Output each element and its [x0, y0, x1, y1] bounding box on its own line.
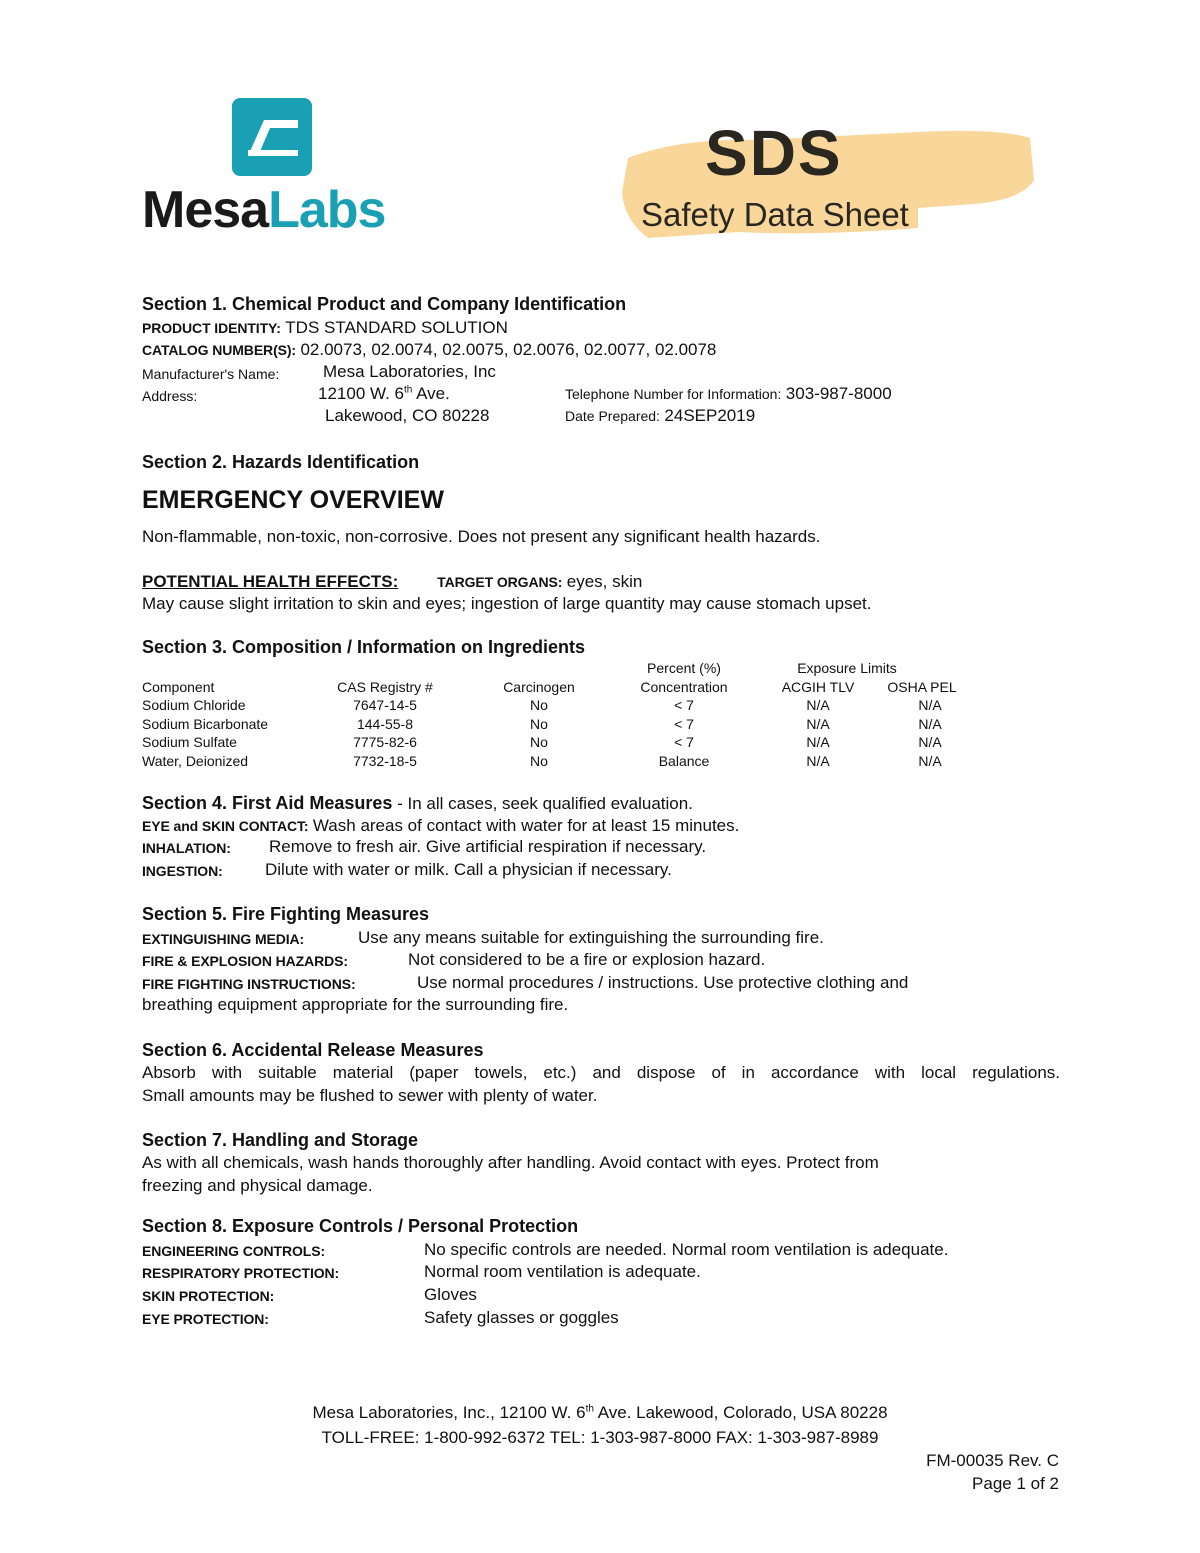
cell-cas: 144-55-8: [356, 715, 414, 732]
eye-skin-value: Wash areas of contact with water for at least 15 minutes.: [312, 816, 740, 835]
cell-concentration: < 7: [674, 697, 694, 713]
cell-carcinogen: No: [530, 697, 548, 713]
footer-address-suffix: Ave. Lakewood, Colorado, USA 80228: [593, 1403, 888, 1422]
product-identity-row: [142, 318, 508, 338]
cell-carcinogen: No: [530, 734, 548, 750]
eye-protection-value: Safety glasses or goggles: [424, 1308, 619, 1327]
firefighting-instructions-label: FIRE FIGHTING INSTRUCTIONS:: [142, 976, 356, 992]
address-line1-text: 12100 W. 6: [318, 384, 405, 403]
cell-carcinogen: No: [530, 715, 548, 732]
catalog-value: 02.0073, 02.0074, 02.0075, 02.0076, 02.0077, 02.0078: [300, 340, 717, 359]
phone-value: 303-987-8000: [785, 384, 892, 403]
catalog-label: CATALOG NUMBER(S):: [142, 342, 296, 358]
cell-component: Sodium Sulfate: [142, 734, 237, 750]
date-label: Date Prepared:: [565, 408, 660, 424]
sds-title: SDS: [705, 117, 843, 189]
inhalation-value: Remove to fresh air. Give artificial respiration if necessary.: [269, 837, 707, 856]
ingestion-value: Dilute with water or milk. Call a physician if necessary.: [265, 860, 672, 879]
eye-skin-row: [142, 816, 739, 836]
footer-address-text: Mesa Laboratories, Inc., 12100 W. 6: [312, 1403, 586, 1422]
ingestion-label: INGESTION:: [142, 863, 223, 879]
cell-osha: N/A: [918, 697, 942, 713]
section6-line1: Absorb with suitable material (paper towels, etc.) and dispose of in accordance with local regulations.: [142, 1063, 1060, 1082]
exposure-group-header: Exposure Limits: [797, 660, 897, 676]
col-header-component: Component: [142, 679, 215, 695]
cell-osha: N/A: [918, 752, 942, 769]
section3-heading: Section 3. Composition / Information on Ingredients: [142, 637, 586, 657]
section7-line2: freezing and physical damage.: [142, 1176, 373, 1195]
section2-heading: Section 2. Hazards Identification: [142, 452, 420, 472]
cell-concentration: < 7: [674, 734, 694, 750]
fire-hazards-value: Not considered to be a fire or explosion hazard.: [408, 950, 766, 969]
firefighting-instructions-value: Use normal procedures / instructions. Use protective clothing and: [417, 973, 909, 992]
emergency-overview-text: Non-flammable, non-toxic, non-corrosive. Does not present any significant health hazards.: [142, 527, 821, 546]
section1-heading: Section 1. Chemical Product and Company Identification: [142, 294, 627, 314]
skin-protection-value: Gloves: [424, 1285, 477, 1304]
footer-contact: TOLL-FREE: 1-800-992-6372 TEL: 1-303-987-8000 FAX: 1-303-987-8989: [321, 1428, 879, 1447]
logo-mesa: Mesa: [142, 181, 269, 239]
firefighting-instructions-cont: breathing equipment appropriate for the surrounding fire.: [142, 995, 569, 1014]
emergency-overview-heading: EMERGENCY OVERVIEW: [142, 486, 444, 514]
section6-line2: Small amounts may be flushed to sewer with plenty of water.: [142, 1086, 598, 1105]
product-identity-label: PRODUCT IDENTITY:: [142, 320, 281, 336]
address-ordinal: th: [404, 384, 413, 396]
product-identity-value: TDS STANDARD SOLUTION: [285, 318, 508, 337]
manufacturer-value: Mesa Laboratories, Inc: [323, 362, 496, 381]
cell-acgih: N/A: [806, 734, 830, 750]
cell-acgih: N/A: [806, 752, 830, 769]
form-number: FM-00035 Rev. C: [926, 1451, 1059, 1470]
cell-component: Sodium Bicarbonate: [142, 715, 269, 732]
phone-label: Telephone Number for Information:: [565, 386, 782, 402]
respiratory-protection-value: Normal room ventilation is adequate.: [424, 1262, 701, 1281]
footer-address-ordinal: th: [585, 1403, 594, 1415]
engineering-controls-label: ENGINEERING CONTROLS:: [142, 1243, 326, 1259]
mesalabs-logo-text: [142, 180, 385, 240]
address-line1: [318, 384, 450, 404]
cell-cas: 7647-14-5: [353, 697, 417, 713]
extinguishing-media-value: Use any means suitable for extinguishing the surrounding fire.: [358, 928, 824, 947]
cell-acgih: N/A: [806, 715, 830, 732]
section7-line1: As with all chemicals, wash hands thoroughly after handling. Avoid contact with eyes. Protect from: [142, 1153, 879, 1172]
eye-protection-label: EYE PROTECTION:: [142, 1311, 269, 1327]
sds-subtitle: Safety Data Sheet: [641, 196, 909, 233]
fire-hazards-label: FIRE & EXPLOSION HAZARDS:: [142, 953, 348, 969]
footer-address: [0, 1403, 1200, 1423]
address-line2: Lakewood, CO 80228: [325, 406, 490, 425]
cell-osha: N/A: [918, 734, 942, 750]
date-row: [565, 406, 755, 426]
cell-component: Water, Deionized: [142, 752, 249, 769]
section5-heading: Section 5. Fire Fighting Measures: [142, 904, 430, 924]
extinguishing-media-label: EXTINGUISHING MEDIA:: [142, 931, 305, 947]
cell-component: Sodium Chloride: [142, 697, 246, 713]
section4-heading-note: - In all cases, seek qualified evaluation.: [392, 794, 693, 813]
cell-acgih: N/A: [806, 697, 830, 713]
health-effects-label: POTENTIAL HEALTH EFFECTS:: [142, 572, 399, 591]
health-effects-row: [142, 572, 642, 592]
respiratory-protection-label: RESPIRATORY PROTECTION:: [142, 1265, 340, 1281]
date-value: 24SEP2019: [664, 406, 756, 425]
phone-row: [565, 384, 892, 404]
engineering-controls-value: No specific controls are needed. Normal room ventilation is adequate.: [424, 1240, 949, 1259]
page-number: Page 1 of 2: [972, 1474, 1059, 1493]
address-label: Address:: [142, 388, 198, 404]
col-header-acgih: ACGIH TLV: [781, 679, 855, 695]
section6-heading: Section 6. Accidental Release Measures: [142, 1040, 484, 1060]
target-organs-value: eyes, skin: [566, 572, 643, 591]
mesalabs-logo-icon: [232, 98, 312, 176]
manufacturer-label: Manufacturer's Name:: [142, 366, 280, 382]
eye-skin-label: EYE and SKIN CONTACT:: [142, 818, 309, 834]
cell-osha: N/A: [918, 715, 942, 732]
cell-concentration: < 7: [674, 715, 694, 732]
target-organs-label: TARGET ORGANS:: [437, 574, 563, 590]
logo-labs: Labs: [268, 181, 386, 239]
section4-heading: Section 4. First Aid Measures: [142, 793, 393, 813]
percent-group-header: Percent (%): [647, 660, 721, 676]
skin-protection-label: SKIN PROTECTION:: [142, 1288, 275, 1304]
section8-heading: Section 8. Exposure Controls / Personal Protection: [142, 1216, 579, 1236]
cell-cas: 7732-18-5: [353, 752, 417, 769]
section4-heading-row: [142, 793, 693, 814]
col-header-cas: CAS Registry #: [337, 679, 433, 695]
cell-concentration: Balance: [658, 752, 710, 769]
inhalation-label: INHALATION:: [142, 840, 231, 856]
cell-cas: 7775-82-6: [353, 734, 417, 750]
cell-carcinogen: No: [530, 752, 548, 769]
health-effects-text: May cause slight irritation to skin and eyes; ingestion of large quantity may cause stomach upset.: [142, 594, 872, 613]
col-header-carcinogen: Carcinogen: [503, 679, 575, 695]
section7-heading: Section 7. Handling and Storage: [142, 1130, 419, 1150]
col-header-concentration: Concentration: [640, 679, 728, 695]
catalog-row: [142, 340, 716, 360]
col-header-osha: OSHA PEL: [887, 679, 957, 695]
address-line1-suffix: Ave.: [412, 384, 450, 403]
